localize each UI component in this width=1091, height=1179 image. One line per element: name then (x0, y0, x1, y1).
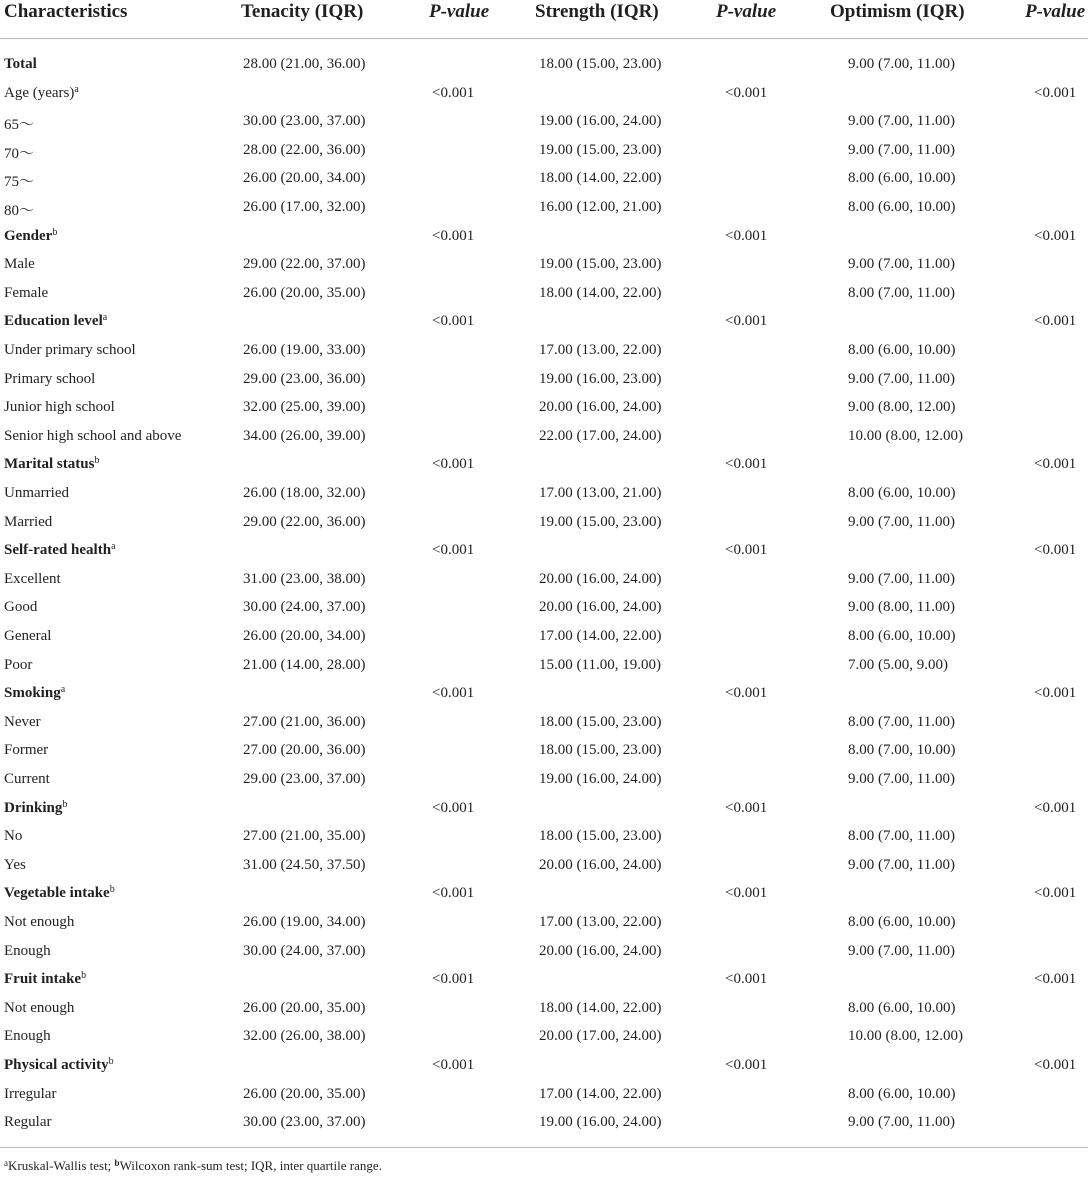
strength-p-value-cell: <0.001 (725, 84, 768, 101)
strength-cell: 17.00 (13.00, 22.00) (539, 914, 662, 930)
header-divider (0, 38, 1088, 39)
characteristic-label-text: Total (4, 56, 37, 72)
strength-cell: 18.00 (15.00, 23.00) (539, 56, 662, 72)
tenacity-cell: 26.00 (20.00, 35.00) (243, 284, 366, 301)
characteristic-footnote-marker: b (81, 970, 87, 982)
strength-cell: 15.00 (11.00, 19.00) (539, 656, 661, 673)
characteristic-label (4, 285, 48, 302)
header-p-value-1-text: P-value (429, 1, 490, 22)
strength-cell: 20.00 (16.00, 24.00) (539, 399, 662, 416)
strength-cell: 16.00 (12.00, 21.00) (539, 199, 662, 215)
table-row (0, 479, 1091, 507)
characteristic-label-text: Gender (4, 227, 53, 244)
optimism-p-value-cell: <0.001 (1034, 227, 1077, 244)
characteristic-label-text: Physical activity (4, 1057, 109, 1073)
characteristic-label (4, 742, 48, 759)
tenacity-p-value-cell: <0.001 (432, 685, 475, 702)
characteristic-label (4, 1000, 74, 1017)
optimism-cell: 9.00 (7.00, 11.00) (848, 856, 955, 873)
strength-cell: 18.00 (14.00, 22.00) (539, 284, 662, 301)
table-row (0, 450, 1091, 478)
characteristic-label (4, 371, 95, 388)
strength-p-value-cell: <0.001 (725, 542, 768, 559)
table-row (0, 508, 1091, 536)
characteristic-label-text: Female (4, 284, 49, 301)
strength-cell: 20.00 (16.00, 24.00) (539, 599, 662, 616)
strength-p-value-cell: <0.001 (725, 799, 768, 816)
characteristic-label (4, 342, 136, 359)
table-row (0, 794, 1091, 822)
characteristic-footnote-marker: b (62, 798, 68, 810)
optimism-cell: 8.00 (6.00, 10.00) (848, 628, 956, 644)
table-row (0, 622, 1091, 650)
optimism-cell: 9.00 (7.00, 11.00) (848, 56, 955, 72)
table-footnote (4, 1158, 382, 1174)
table-row (0, 1022, 1091, 1050)
tenacity-p-value-cell: <0.001 (432, 799, 475, 816)
tenacity-cell: 30.00 (24.00, 37.00) (243, 599, 366, 616)
characteristic-footnote-marker: b (109, 884, 115, 896)
optimism-cell: 8.00 (6.00, 10.00) (848, 485, 956, 501)
tenacity-p-value-cell: <0.001 (432, 885, 475, 902)
table-row (0, 565, 1091, 593)
characteristic-label-text: Yes (4, 856, 26, 873)
characteristic-label (4, 828, 22, 845)
table-row (0, 79, 1091, 107)
tenacity-cell: 29.00 (22.00, 37.00) (243, 256, 366, 273)
optimism-cell: 8.00 (6.00, 10.00) (848, 342, 956, 358)
header-tenacity: Tenacity (IQR) (241, 1, 364, 22)
characteristic-label (4, 85, 79, 102)
characteristic-label-text: Primary school (4, 370, 96, 387)
table-row (0, 50, 1091, 78)
table-row (0, 593, 1091, 621)
characteristic-label (4, 771, 50, 788)
footnote-text-b: Wilcoxon rank-sum test; IQR, inter quartile range. (119, 1158, 382, 1173)
characteristic-label-text: Junior high school (4, 399, 115, 416)
strength-cell: 19.00 (16.00, 23.00) (539, 370, 662, 387)
characteristic-label-text: Never (4, 713, 41, 730)
characteristic-label-text: Male (4, 256, 35, 273)
characteristic-label (4, 514, 52, 531)
footer-divider (0, 1147, 1088, 1148)
characteristic-label (4, 313, 107, 330)
table-row (0, 193, 1091, 221)
optimism-cell: 10.00 (8.00, 12.00) (848, 1028, 963, 1045)
characteristic-label-text: Drinking (4, 799, 63, 816)
tenacity-p-value-cell: <0.001 (432, 1057, 475, 1073)
tenacity-p-value-cell: <0.001 (432, 313, 475, 330)
characteristic-label (4, 1114, 51, 1131)
characteristic-label-text: Under primary school (4, 342, 136, 358)
optimism-p-value-cell: <0.001 (1034, 885, 1077, 902)
tenacity-cell: 31.00 (23.00, 38.00) (243, 570, 366, 587)
optimism-cell: 9.00 (7.00, 11.00) (848, 113, 955, 130)
characteristic-label (4, 599, 37, 616)
strength-cell: 20.00 (17.00, 24.00) (539, 1028, 662, 1045)
characteristic-label-text: 80～ (4, 203, 35, 219)
table-row (0, 1051, 1091, 1079)
strength-p-value-cell: <0.001 (725, 1057, 768, 1073)
characteristic-label-text: Enough (4, 942, 51, 959)
optimism-cell: 9.00 (7.00, 11.00) (848, 370, 955, 387)
tenacity-cell: 27.00 (20.00, 36.00) (243, 742, 366, 759)
strength-p-value-cell: <0.001 (725, 456, 768, 473)
characteristic-label-text: 70～ (4, 145, 35, 162)
tenacity-cell: 26.00 (20.00, 35.00) (243, 999, 366, 1016)
characteristic-label (4, 971, 86, 988)
table-row (0, 851, 1091, 879)
characteristic-label (4, 800, 67, 817)
strength-cell: 18.00 (14.00, 22.00) (539, 999, 662, 1016)
tenacity-cell: 27.00 (21.00, 36.00) (243, 713, 366, 730)
tenacity-p-value-cell: <0.001 (432, 456, 475, 473)
optimism-cell: 8.00 (7.00, 11.00) (848, 713, 955, 730)
characteristic-label-text: 75～ (4, 174, 35, 191)
strength-cell: 19.00 (15.00, 23.00) (539, 256, 662, 273)
strength-cell: 18.00 (14.00, 22.00) (539, 170, 662, 187)
strength-cell: 19.00 (16.00, 24.00) (539, 113, 662, 130)
tenacity-p-value-cell: <0.001 (432, 227, 475, 244)
header-optimism: Optimism (IQR) (830, 1, 965, 22)
characteristic-label-text: General (4, 628, 52, 644)
table-row (0, 279, 1091, 307)
characteristic-label (4, 571, 61, 588)
tenacity-cell: 26.00 (18.00, 32.00) (243, 485, 366, 501)
header-characteristics: Characteristics (4, 1, 128, 22)
optimism-p-value-cell: <0.001 (1034, 542, 1077, 559)
footnote-marker-b: b (114, 1158, 120, 1168)
characteristic-label (4, 485, 69, 502)
characteristic-footnote-marker: a (102, 312, 108, 324)
table-row (0, 164, 1091, 192)
optimism-p-value-cell: <0.001 (1034, 685, 1077, 702)
characteristic-footnote-marker: a (60, 684, 66, 696)
characteristic-label-text: Former (4, 742, 49, 759)
strength-cell: 19.00 (16.00, 24.00) (539, 1114, 662, 1131)
characteristic-label (4, 885, 115, 902)
optimism-cell: 9.00 (7.00, 11.00) (848, 942, 955, 959)
tenacity-cell: 26.00 (20.00, 34.00) (243, 628, 366, 644)
characteristic-label-text: No (4, 828, 23, 845)
table-row (0, 422, 1091, 450)
characteristic-label (4, 657, 32, 674)
optimism-cell: 8.00 (6.00, 10.00) (848, 199, 956, 215)
characteristic-label-text: 65～ (4, 117, 35, 134)
characteristic-label-text: Not enough (4, 999, 75, 1016)
optimism-cell: 9.00 (7.00, 11.00) (848, 513, 955, 530)
table-row (0, 937, 1091, 965)
table-row (0, 708, 1091, 736)
table-row (0, 651, 1091, 679)
strength-cell: 20.00 (16.00, 24.00) (539, 570, 662, 587)
characteristic-label (4, 142, 34, 163)
tenacity-p-value-cell: <0.001 (432, 84, 475, 101)
tenacity-cell: 29.00 (23.00, 36.00) (243, 370, 366, 387)
characteristic-label-text: Fruit intake (4, 971, 82, 988)
characteristic-label (4, 943, 51, 960)
optimism-p-value-cell: <0.001 (1034, 84, 1077, 101)
tenacity-cell: 30.00 (23.00, 37.00) (243, 1114, 366, 1131)
optimism-p-value-cell: <0.001 (1034, 799, 1077, 816)
optimism-cell: 9.00 (7.00, 11.00) (848, 570, 955, 587)
characteristic-label (4, 685, 65, 702)
table-row (0, 136, 1091, 164)
characteristic-footnote-marker: b (52, 226, 58, 238)
characteristic-label-text: Self-rated health (4, 542, 112, 559)
table-row (0, 536, 1091, 564)
characteristic-label (4, 914, 74, 931)
characteristic-footnote-marker: b (94, 455, 100, 467)
characteristic-label (4, 456, 99, 473)
characteristic-footnote-marker: b (108, 1056, 114, 1067)
optimism-cell: 9.00 (8.00, 11.00) (848, 599, 955, 616)
characteristic-label-text: Good (4, 599, 38, 616)
table-row (0, 336, 1091, 364)
characteristic-label-text: Poor (4, 656, 33, 673)
strength-cell: 18.00 (15.00, 23.00) (539, 828, 662, 845)
header-p-value-1 (429, 1, 489, 23)
characteristic-label-text: Married (4, 513, 53, 530)
strength-cell: 19.00 (15.00, 23.00) (539, 141, 662, 158)
tenacity-cell: 32.00 (26.00, 38.00) (243, 1028, 366, 1045)
characteristic-label (4, 170, 34, 191)
table-row (0, 107, 1091, 135)
strength-cell: 19.00 (16.00, 24.00) (539, 771, 662, 787)
table-row (0, 1108, 1091, 1136)
optimism-p-value-cell: <0.001 (1034, 971, 1077, 988)
tenacity-p-value-cell: <0.001 (432, 542, 475, 559)
characteristic-label (4, 1086, 56, 1103)
characteristic-label (4, 256, 35, 273)
tenacity-cell: 32.00 (25.00, 39.00) (243, 399, 366, 416)
strength-cell: 17.00 (14.00, 22.00) (539, 628, 662, 644)
tenacity-cell: 26.00 (17.00, 32.00) (243, 199, 366, 215)
optimism-cell: 8.00 (6.00, 10.00) (848, 914, 956, 930)
characteristic-label (4, 228, 57, 245)
table-row (0, 222, 1091, 250)
table-header-row (0, 0, 1091, 28)
characteristic-label-text: Current (4, 771, 50, 787)
characteristic-label (4, 1057, 114, 1074)
table-row (0, 765, 1091, 793)
table-row (0, 393, 1091, 421)
header-p-value-3-text: P-value (1025, 1, 1086, 22)
footnote-marker-a: a (4, 1158, 8, 1168)
table-row (0, 736, 1091, 764)
tenacity-cell: 26.00 (19.00, 33.00) (243, 342, 366, 358)
characteristic-label-text: Not enough (4, 914, 75, 930)
footnote-text-a: Kruskal-Wallis test; (8, 1158, 115, 1173)
tenacity-p-value-cell: <0.001 (432, 971, 475, 988)
table-row (0, 679, 1091, 707)
tenacity-cell: 26.00 (20.00, 34.00) (243, 170, 366, 187)
tenacity-cell: 31.00 (24.50, 37.50) (243, 856, 366, 873)
tenacity-cell: 29.00 (22.00, 36.00) (243, 513, 366, 530)
optimism-cell: 8.00 (6.00, 10.00) (848, 1085, 956, 1102)
characteristic-footnote-marker: a (74, 83, 79, 95)
characteristic-label-text: Vegetable intake (4, 885, 110, 902)
table-row (0, 879, 1091, 907)
tenacity-cell: 28.00 (22.00, 36.00) (243, 141, 366, 158)
optimism-cell: 7.00 (5.00, 9.00) (848, 656, 948, 673)
characteristic-label (4, 1028, 51, 1045)
header-p-value-2-text: P-value (716, 1, 777, 22)
characteristic-label (4, 199, 34, 220)
optimism-p-value-cell: <0.001 (1034, 1057, 1077, 1073)
strength-p-value-cell: <0.001 (725, 885, 768, 902)
characteristic-label-text: Smoking (4, 685, 61, 702)
strength-cell: 22.00 (17.00, 24.00) (539, 427, 662, 444)
strength-cell: 17.00 (14.00, 22.00) (539, 1085, 662, 1102)
optimism-cell: 8.00 (6.00, 10.00) (848, 170, 956, 187)
table-row (0, 908, 1091, 936)
header-p-value-3 (1025, 1, 1085, 23)
characteristic-label (4, 56, 37, 73)
table-row (0, 250, 1091, 278)
characteristic-label-text: Education level (4, 313, 103, 330)
characteristic-label (4, 628, 51, 645)
characteristic-label-text: Age (years) (4, 84, 75, 101)
strength-p-value-cell: <0.001 (725, 313, 768, 330)
table-row (0, 822, 1091, 850)
optimism-cell: 8.00 (7.00, 11.00) (848, 284, 955, 301)
characteristic-label (4, 542, 116, 559)
table-row (0, 1080, 1091, 1108)
strength-cell: 17.00 (13.00, 22.00) (539, 342, 662, 358)
optimism-cell: 8.00 (7.00, 11.00) (848, 828, 955, 845)
strength-cell: 20.00 (16.00, 24.00) (539, 856, 662, 873)
optimism-cell: 8.00 (7.00, 10.00) (848, 742, 956, 759)
tenacity-cell: 27.00 (21.00, 35.00) (243, 828, 366, 845)
strength-cell: 17.00 (13.00, 21.00) (539, 485, 662, 501)
optimism-cell: 8.00 (6.00, 10.00) (848, 999, 956, 1016)
characteristic-label-text: Unmarried (4, 485, 69, 501)
table-row (0, 365, 1091, 393)
tenacity-cell: 21.00 (14.00, 28.00) (243, 656, 366, 673)
header-strength: Strength (IQR) (535, 1, 659, 22)
tenacity-cell: 26.00 (20.00, 35.00) (243, 1085, 366, 1102)
strength-p-value-cell: <0.001 (725, 227, 768, 244)
characteristic-label-text: Enough (4, 1028, 51, 1045)
characteristic-label-text: Senior high school and above (4, 427, 182, 444)
optimism-cell: 9.00 (7.00, 11.00) (848, 1114, 955, 1131)
strength-cell: 19.00 (15.00, 23.00) (539, 513, 662, 530)
table-row (0, 965, 1091, 993)
tenacity-cell: 29.00 (23.00, 37.00) (243, 771, 366, 787)
tenacity-cell: 26.00 (19.00, 34.00) (243, 914, 366, 930)
strength-cell: 20.00 (16.00, 24.00) (539, 942, 662, 959)
optimism-p-value-cell: <0.001 (1034, 456, 1077, 473)
characteristic-label-text: Irregular (4, 1085, 57, 1102)
strength-cell: 18.00 (15.00, 23.00) (539, 713, 662, 730)
header-p-value-2 (716, 1, 776, 23)
characteristic-label-text: Regular (4, 1114, 52, 1131)
strength-cell: 18.00 (15.00, 23.00) (539, 742, 662, 759)
characteristic-label-text: Excellent (4, 570, 61, 587)
characteristic-footnote-marker: a (111, 541, 116, 553)
characteristic-label (4, 714, 41, 731)
tenacity-cell: 30.00 (24.00, 37.00) (243, 942, 366, 959)
characteristic-label (4, 857, 26, 874)
characteristic-label (4, 428, 181, 445)
optimism-p-value-cell: <0.001 (1034, 313, 1077, 330)
tenacity-cell: 30.00 (23.00, 37.00) (243, 113, 366, 130)
tenacity-cell: 34.00 (26.00, 39.00) (243, 427, 366, 444)
characteristic-label (4, 113, 34, 134)
optimism-cell: 9.00 (7.00, 11.00) (848, 256, 955, 273)
optimism-cell: 9.00 (7.00, 11.00) (848, 141, 955, 158)
characteristic-label (4, 399, 115, 416)
tenacity-cell: 28.00 (21.00, 36.00) (243, 56, 366, 72)
optimism-cell: 9.00 (8.00, 12.00) (848, 399, 956, 416)
optimism-cell: 9.00 (7.00, 11.00) (848, 771, 955, 787)
optimism-cell: 10.00 (8.00, 12.00) (848, 427, 963, 444)
table-row (0, 307, 1091, 335)
characteristic-label-text: Marital status (4, 456, 95, 473)
strength-p-value-cell: <0.001 (725, 971, 768, 988)
table-row (0, 994, 1091, 1022)
strength-p-value-cell: <0.001 (725, 685, 768, 702)
